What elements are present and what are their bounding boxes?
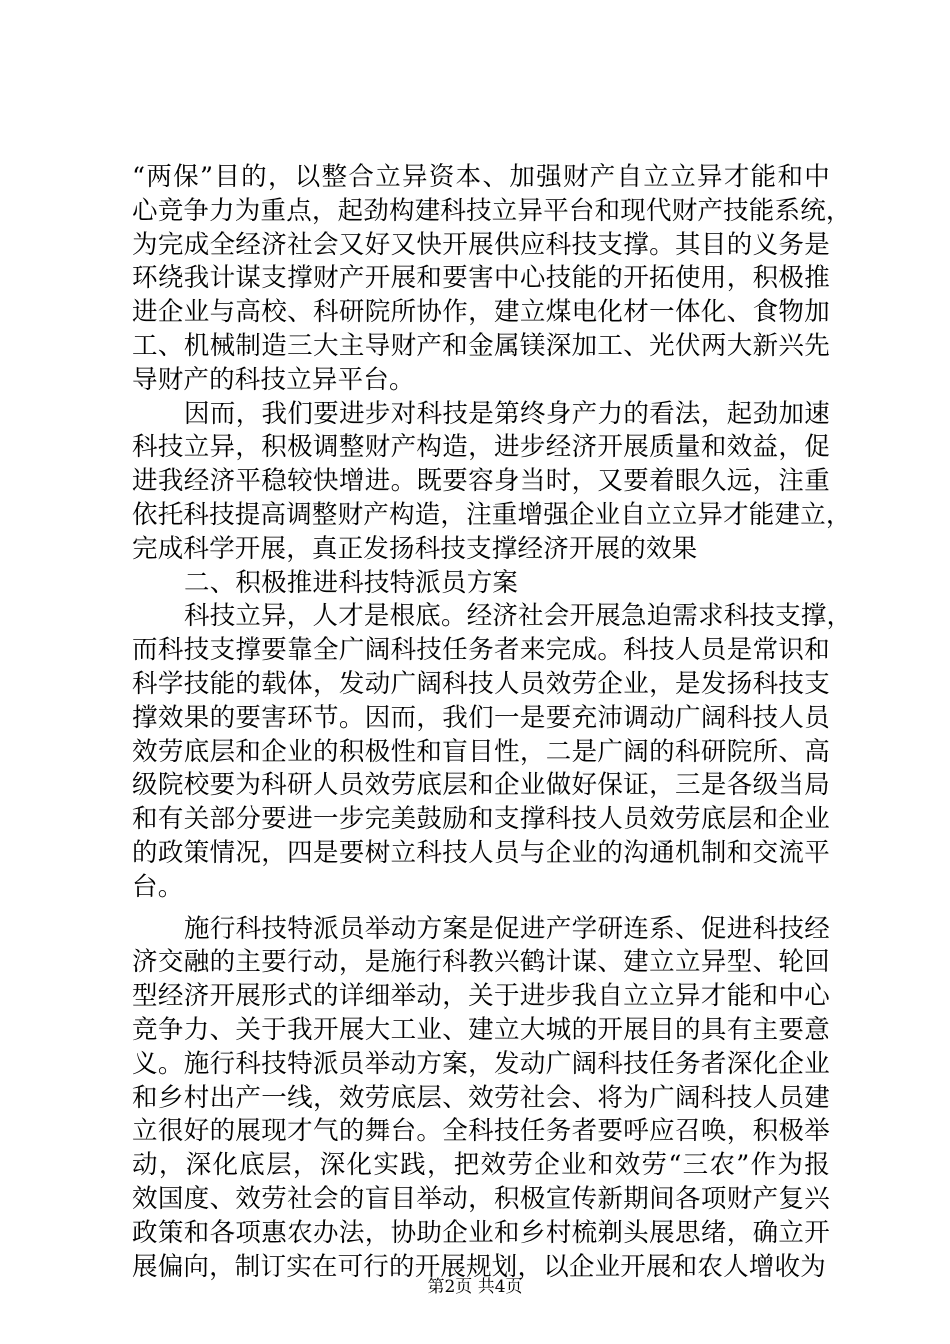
text-line: 台。 — [132, 871, 184, 902]
text-line: 科技立异，积极调整财产构造，进步经济开展质量和效益，促 — [132, 432, 830, 463]
paragraph — [132, 600, 853, 904]
paragraph — [132, 567, 830, 601]
text-line: 环绕我计谋支撑财产开展和要害中心技能的开拓使用，积极推 — [132, 263, 830, 294]
page-number-footer: 第2页 共4页 — [427, 1277, 523, 1297]
text-line: 济交融的主要行动，是施行科教兴鹤计谋、建立立异型、轮回 — [132, 947, 830, 978]
paragraph — [132, 398, 852, 567]
text-line: 因而，我们要进步对科技是第终身产力的看法，起劲加速 — [184, 398, 830, 429]
text-line: 完成科学开展，真正发扬科技支撑经济开展的效果 — [132, 533, 698, 564]
text-line: 和有关部分要进一步完美鼓励和支撑科技人员效劳底层和企业 — [132, 804, 830, 835]
text-line: 科技立异，人才是根底。经济社会开展急迫需求科技支撑， — [184, 601, 853, 632]
text-line: 立很好的展现才气的舞台。全科技任务者要呼应召唤，积极举 — [132, 1116, 830, 1147]
text-line: 撑效果的要害环节。因而，我们一是要充沛调动广阔科技人员 — [132, 702, 830, 733]
document-body — [132, 161, 853, 1284]
text-line: 动，深化底层，深化实践，把效劳企业和效劳“三农”作为报 — [132, 1150, 830, 1181]
paragraph — [132, 913, 830, 1285]
text-line: 的政策情况，四是要树立科技人员与企业的沟通机制和交流平 — [132, 837, 830, 868]
text-line: 心竞争力为重点，起劲构建科技立异平台和现代财产技能系统， — [132, 195, 852, 226]
text-line: 义。施行科技特派员举动方案，发动广阔科技任务者深化企业 — [132, 1048, 830, 1079]
text-line: 施行科技特派员举动方案是促进产学研连系、促进科技经 — [184, 913, 830, 944]
text-line: 为完成全经济社会又好又快开展供应科技支撑。其目的义务是 — [132, 229, 830, 260]
text-line: 工、机械制造三大主导财产和金属镁深加工、光伏两大新兴先 — [132, 330, 830, 361]
text-line: 效劳底层和企业的积极性和盲目性，二是广阔的科研院所、高 — [132, 736, 830, 767]
text-line: 而科技支撑要靠全广阔科技任务者来完成。科技人员是常识和 — [132, 635, 830, 666]
text-line: 依托科技提高调整财产构造，注重增强企业自立立异才能建立， — [132, 499, 852, 530]
text-line: 导财产的科技立异平台。 — [132, 364, 415, 395]
text-line: “两保”目的，以整合立异资本、加强财产自立立异才能和中 — [132, 162, 830, 192]
text-line: 二、积极推进科技特派员方案 — [184, 567, 519, 598]
text-line: 和乡村出产一线，效劳底层、效劳社会、将为广阔科技人员建 — [132, 1082, 830, 1113]
text-line: 型经济开展形式的详细举动，关于进步我自立立异才能和中心 — [132, 981, 830, 1012]
text-line: 级院校要为科研人员效劳底层和企业做好保证，三是各级当局 — [132, 770, 830, 801]
text-line: 政策和各项惠农办法，协助企业和乡村梳剃头展思绪，确立开 — [132, 1217, 830, 1248]
text-line: 进企业与高校、科研院所协作，建立煤电化材一体化、食物加 — [132, 297, 830, 328]
text-line: 效国度、效劳社会的盲目举动，积极宣传新期间各项财产复兴 — [132, 1183, 830, 1214]
text-line: 竞争力、关于我开展大工业、建立大城的开展目的具有主要意 — [132, 1014, 830, 1045]
text-line: 科学技能的载体，发动广阔科技人员效劳企业，是发扬科技支 — [132, 668, 830, 699]
text-line: 展偏向，制订实在可行的开展规划，以企业开展和农人增收为 — [132, 1251, 826, 1282]
paragraph — [132, 161, 852, 398]
text-line: 进我经济平稳较快增进。既要容身当时，又要着眼久远，注重 — [132, 466, 830, 497]
